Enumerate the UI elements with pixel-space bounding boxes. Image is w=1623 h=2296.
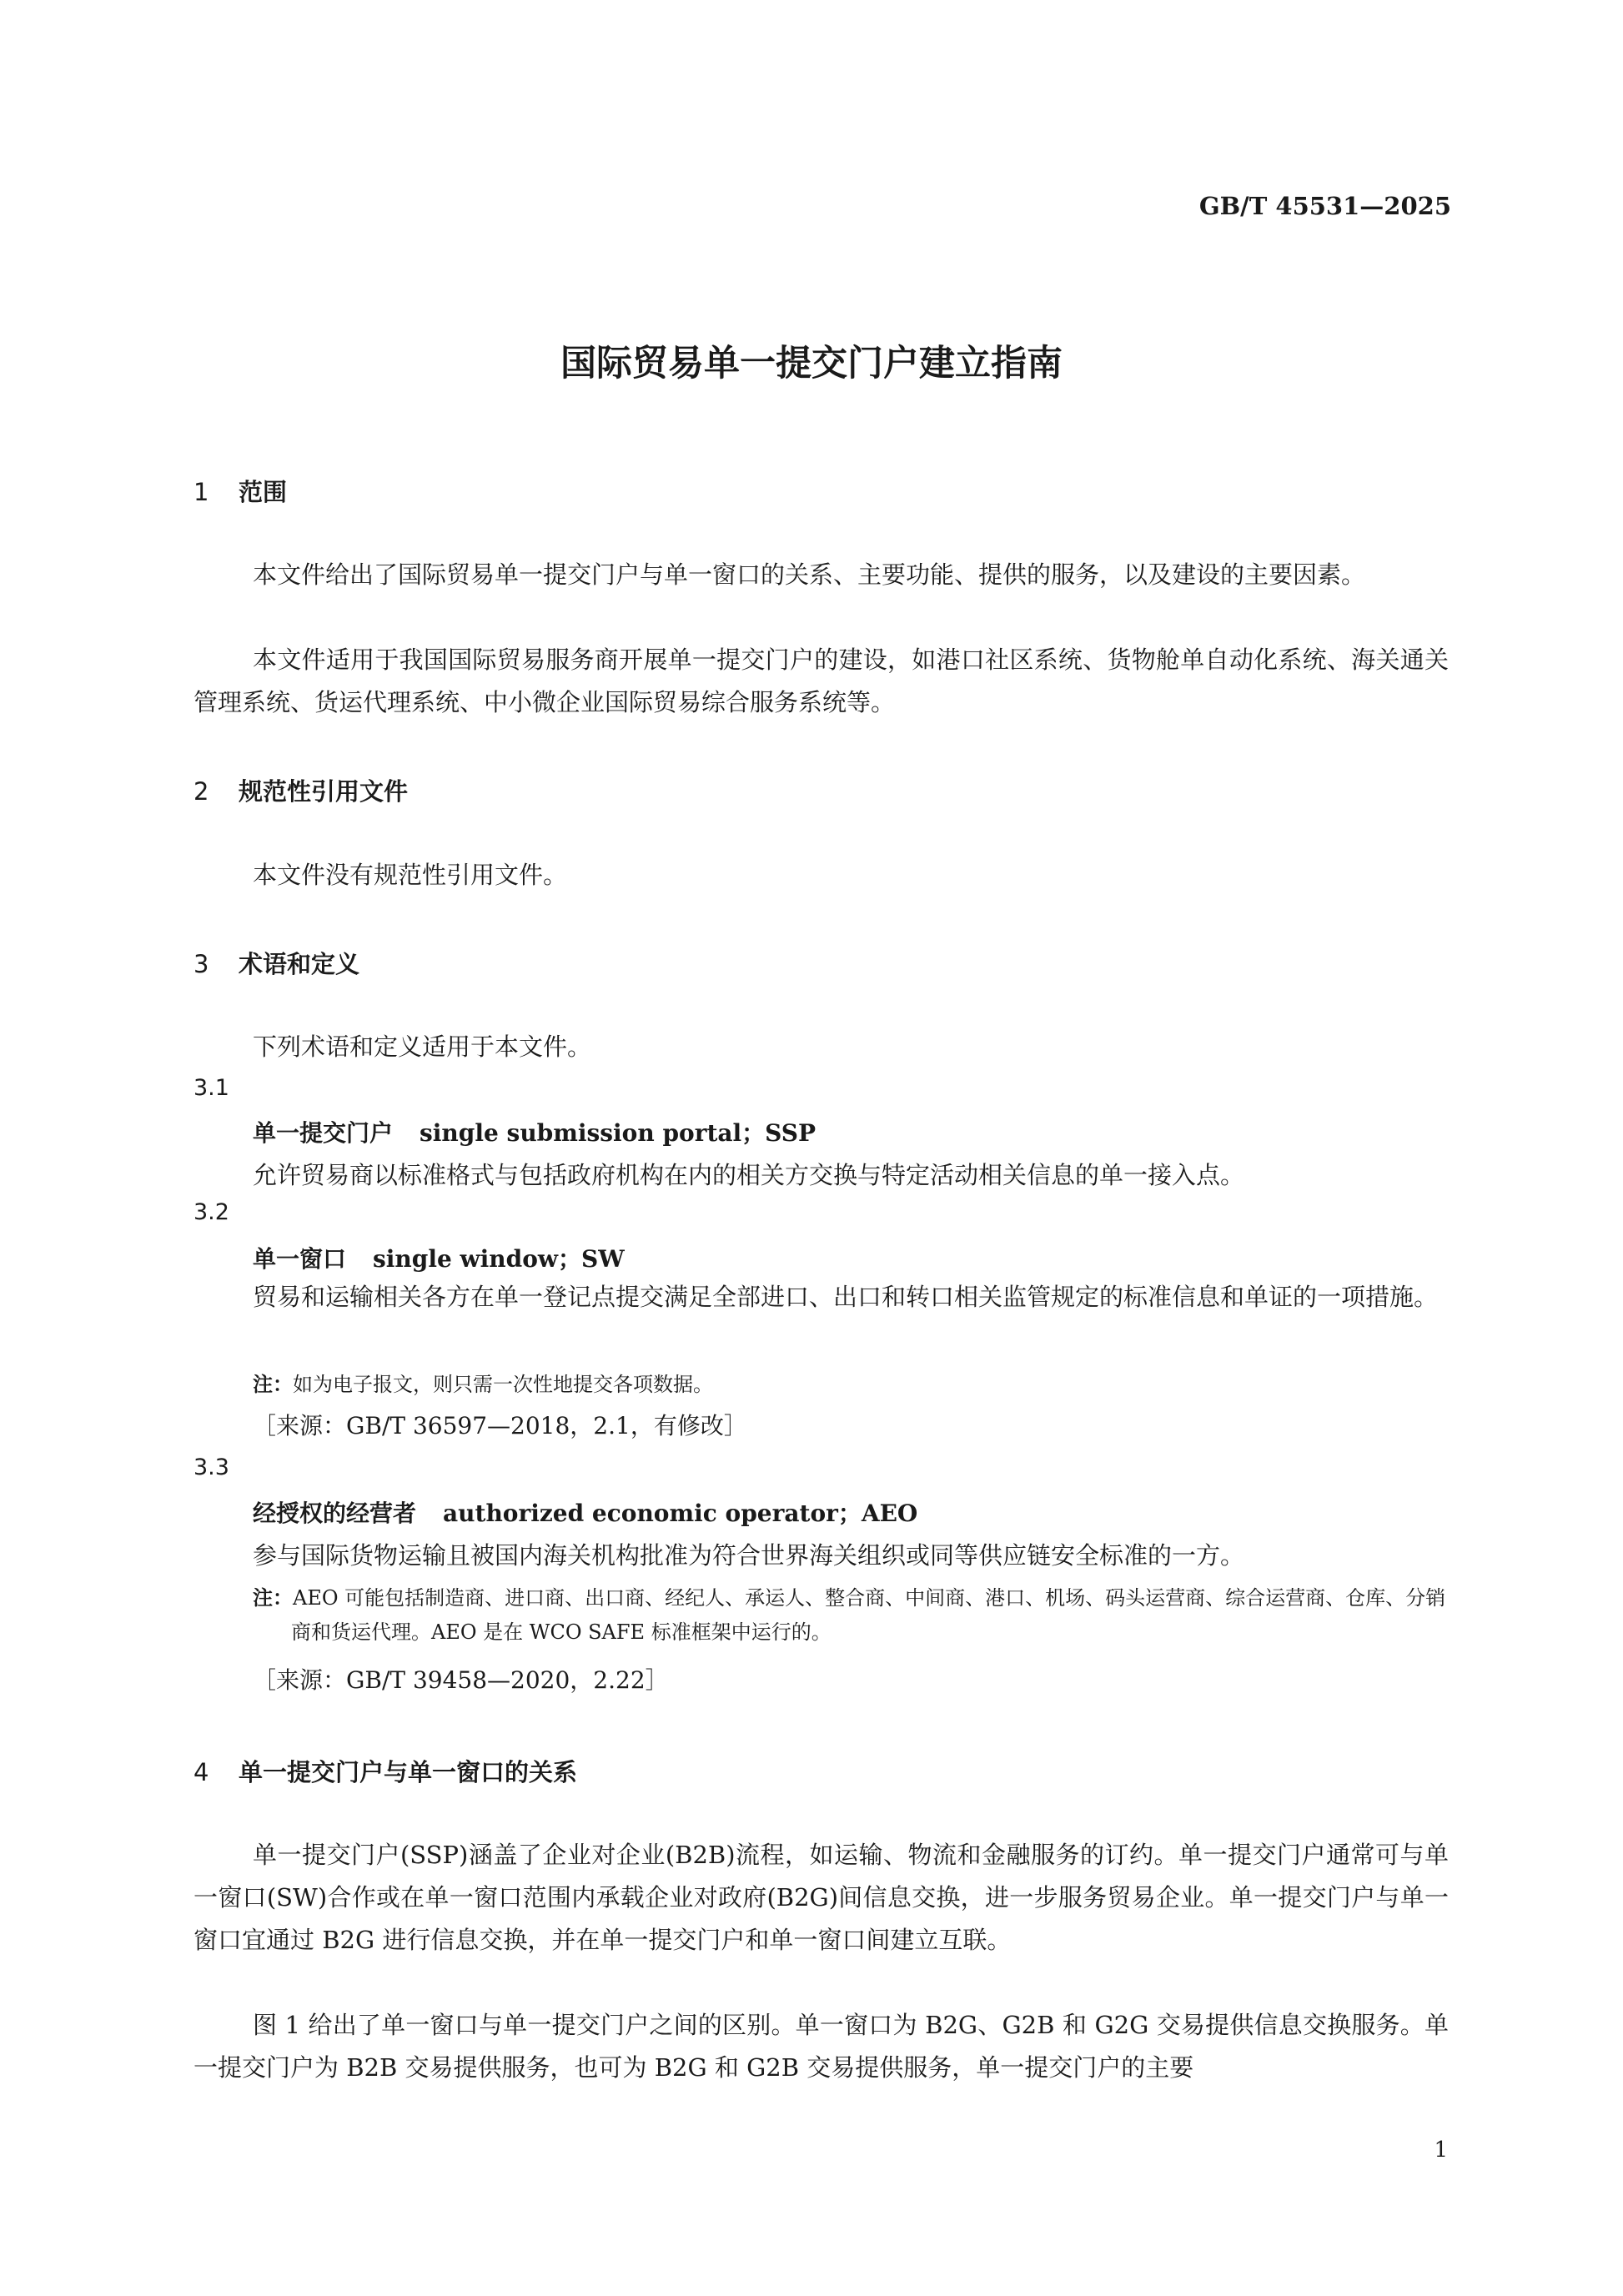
section-number: 4 [193,1758,209,1786]
term-number: 3.3 [193,1454,229,1480]
section-title: 范围 [239,478,288,506]
note-text: AEO 可能包括制造商、进口商、出口商、经纪人、承运人、整合商、中间商、港口、机场、码头运营商、综合运营商、仓库、分销商和货运代理。AEO 是在 WCO SAFE 标准框架中运行的。 [291,1586,1446,1644]
term-note [253,1368,1449,1402]
term-source: ［来源：GB/T 39458—2020，2.22］ [253,1666,669,1694]
term-definition: 允许贸易商以标准格式与包括政府机构在内的相关方交换与特定活动相关信息的单一接入点。 [253,1161,1245,1189]
section-4-heading [193,1754,577,1788]
section-number: 1 [193,478,209,506]
document-title: 国际贸易单一提交门户建立指南 [560,343,1063,384]
term-number: 3.2 [193,1199,229,1225]
term-number: 3.1 [193,1075,229,1101]
section-1-heading [193,474,287,508]
term-chinese: 经授权的经营者 [253,1500,417,1527]
section-title: 术语和定义 [239,950,360,978]
section-number: 2 [193,777,209,806]
section-title: 单一提交门户与单一窗口的关系 [239,1758,578,1786]
term-source: ［来源：GB/T 36597—2018，2.1，有修改］ [253,1412,747,1439]
term-english: authorized economic operator；AEO [443,1500,918,1527]
section-4-paragraph-2: 图 1 给出了单一窗口与单一提交门户之间的区别。单一窗口为 B2G、G2B 和 G2G 交易提供信息交换服务。单一提交门户为 B2B 交易提供服务，也可为 B2G 和 G2B 交易提供服务，单一提交门户的主要 [193,2011,1449,2082]
term-chinese: 单一提交门户 [253,1119,394,1147]
section-number: 3 [193,950,209,978]
section-2-heading [193,773,408,807]
term-definition: 贸易和运输相关各方在单一登记点提交满足全部进口、出口和转口相关监管规定的标准信息和单证的一项措施。 [253,1283,1439,1311]
section-3-paragraph-1: 下列术语和定义适用于本文件。 [253,1032,592,1061]
note-label: 注： [253,1373,293,1396]
note-text: 如为电子报文，则只需一次性地提交各项数据。 [293,1373,713,1396]
note-label: 注： [253,1586,293,1610]
term-chinese: 单一窗口 [253,1245,347,1273]
term-entry [253,1495,917,1529]
standard-number: GB/T 45531—2025 [1198,192,1451,220]
section-title: 规范性引用文件 [239,777,409,806]
term-english: single window；SW [373,1245,625,1273]
term-definition: 参与国际货物运输且被国内海关机构批准为符合世界海关组织或同等供应链安全标准的一方。 [253,1541,1245,1570]
section-1-paragraph-1: 本文件给出了国际贸易单一提交门户与单一窗口的关系、主要功能、提供的服务，以及建设的主要因素。 [253,560,1366,589]
term-entry [253,1241,625,1274]
section-4-paragraph-1: 单一提交门户(SSP)涵盖了企业对企业(B2B)流程，如运输、物流和金融服务的订约。单一提交门户通常可与单一窗口(SW)合作或在单一窗口范围内承载企业对政府(B2G)间信息交换，进一步服务贸易企业。单一提交门户与单一窗口宜通过 B2G 进行信息交换，并在单一提交门户和单一窗口间建立互联。 [193,1841,1449,1954]
term-entry [253,1115,816,1148]
term-note [253,1581,1449,1650]
term-english: single submission portal；SSP [420,1119,817,1147]
section-2-paragraph-1: 本文件没有规范性引用文件。 [253,861,568,889]
section-3-heading [193,946,359,980]
section-1-paragraph-2: 本文件适用于我国国际贸易服务商开展单一提交门户的建设，如港口社区系统、货物舱单自动化系统、海关通关管理系统、货运代理系统、中小微企业国际贸易综合服务系统等。 [193,646,1449,716]
page-number: 1 [1434,2138,1448,2163]
